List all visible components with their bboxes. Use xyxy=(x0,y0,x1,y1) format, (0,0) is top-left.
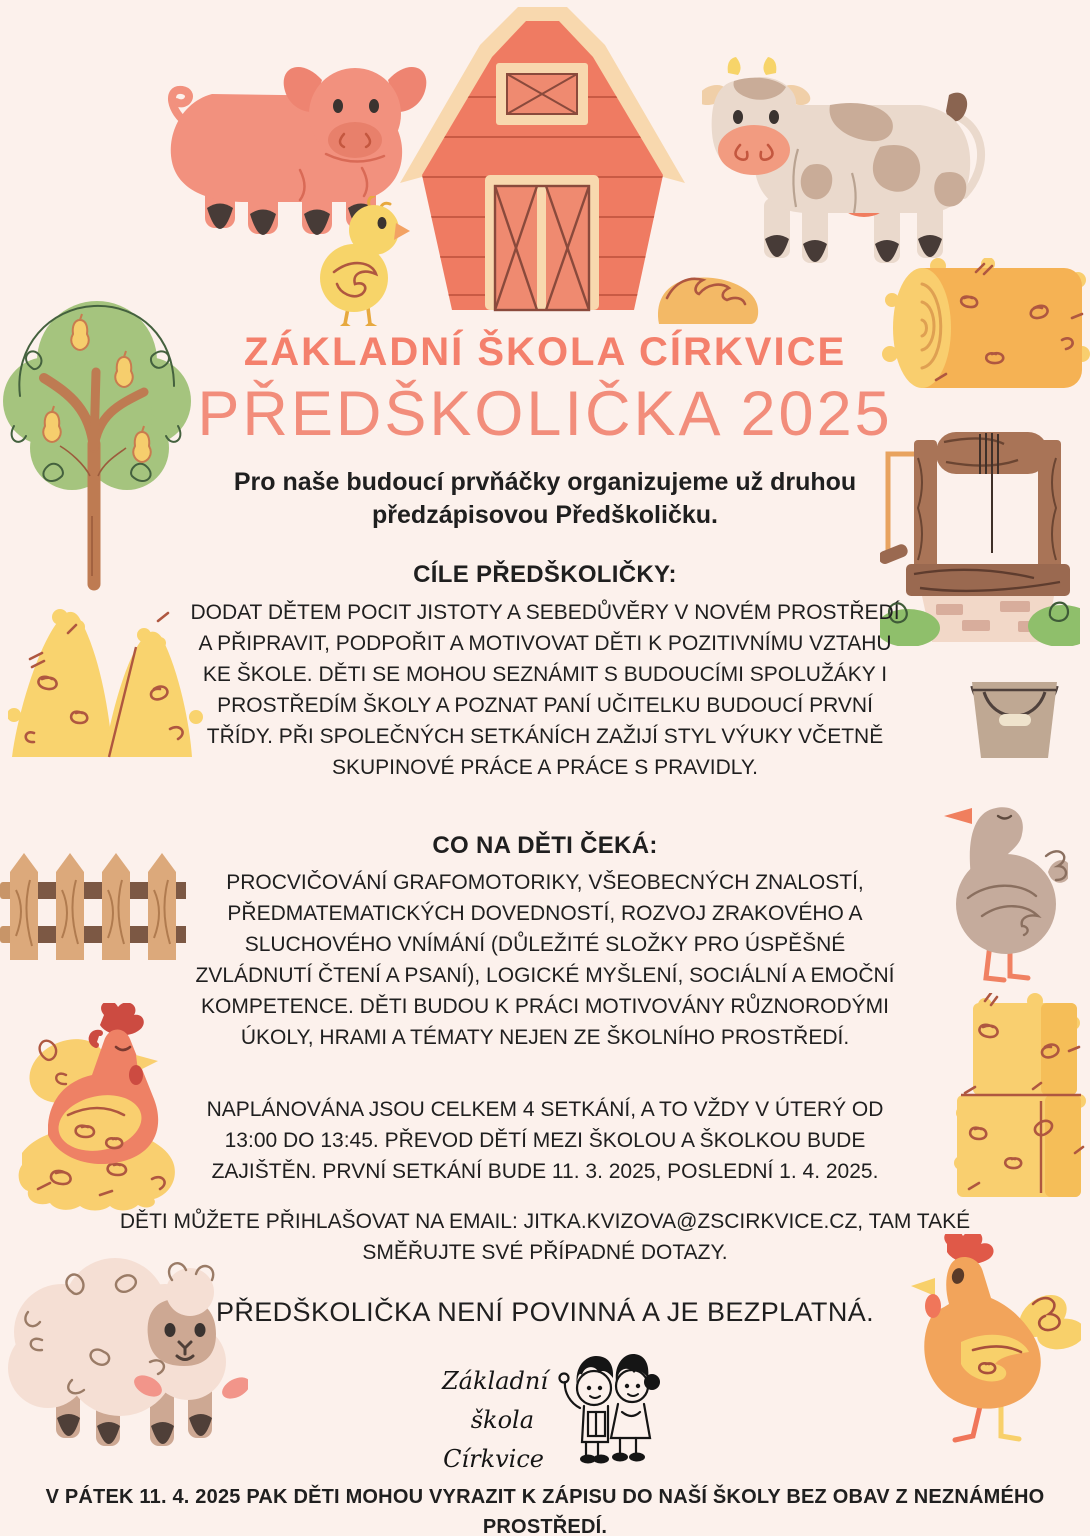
schedule-paragraph: NAPLÁNOVÁNA JSOU CELKEM 4 SETKÁNÍ, A TO VŽDY V ÚTERÝ OD 13:00 DO 13:45. PŘEVOD DĚTÍ MEZI ŠKOLOU A ŠKOLKOU BUDE ZAJIŠTĚN. PRVNÍ SETKÁNÍ BUDE 11. 3. 2025, POSLEDNÍ 1. 4. 2025. xyxy=(206,1098,884,1183)
barn-illustration xyxy=(400,5,685,320)
bucket-illustration xyxy=(962,666,1067,760)
bread-loaf-illustration xyxy=(655,270,760,326)
sheep-illustration xyxy=(0,1240,248,1455)
note-paragraph: PŘEDŠKOLIČKA NENÍ POVINNÁ A JE BEZPLATNÁ. xyxy=(215,1297,875,1327)
activities-heading: CO NA DĚTI ČEKÁ: xyxy=(432,832,658,859)
signup-paragraph: DĚTI MŮŽETE PŘIHLAŠOVAT NA EMAIL: JITKA.KVIZOVA@ZSCIRKVICE.CZ, TAM TAKÉ SMĚŘUJTE SVÉ PŘÍPADNÉ DOTAZY. xyxy=(119,1210,971,1264)
goose-illustration xyxy=(928,786,1068,996)
footer-paragraph: V PÁTEK 11. 4. 2025 PAK DĚTI MOHOU VYRAZIT K ZÁPISU DO NAŠÍ ŠKOLY BEZ OBAV Z NEZNÁMÉHO PROSTŘEDÍ. xyxy=(45,1486,1045,1536)
well-illustration xyxy=(880,428,1080,646)
page-title: PŘEDŠKOLIČKA 2025 xyxy=(197,379,893,449)
logo-line-2: škola xyxy=(470,1406,534,1434)
chick-illustration xyxy=(312,196,410,326)
school-logo-kids-illustration xyxy=(552,1346,670,1474)
haystacks-illustration xyxy=(8,593,203,763)
logo-line-3: Církvice xyxy=(443,1445,544,1473)
intro-paragraph: Pro naše budoucí prvňáčky organizujeme už druhou předzápisovou Předškoličku. xyxy=(233,468,857,529)
school-logo-script xyxy=(428,1362,548,1479)
fence-illustration xyxy=(0,850,186,964)
stacked-hay-bales-illustration xyxy=(945,993,1090,1205)
cow-illustration xyxy=(702,53,994,271)
school-name-title: ZÁKLADNÍ ŠKOLA CÍRKVICE xyxy=(243,330,847,374)
goals-heading: CÍLE PŘEDŠKOLIČKY: xyxy=(413,561,677,588)
goals-paragraph: DODAT DĚTEM POCIT JISTOTY A SEBEDŮVĚRY V NOVÉM PROSTŘEDÍ A PŘIPRAVIT, PODPOŘIT A MOTIVOVAT DĚTI K POZITIVNÍMU VZTAHU KE ŠKOLE. DĚTI SE MOHOU SEZNÁMIT S BUDOUCÍMI SPOLUŽÁKY I PROSTŘEDÍM ŠKOLY A POZNAT PANÍ UČITELKU BUDOUCÍ PRVNÍ TŘÍDY. PŘI SPOLEČNÝCH SETKÁNÍCH ZAŽIJÍ STYL VÝUKY VČETNĚ SKUPINOVÉ PRÁCE A PRÁCE S PRAVIDLY. xyxy=(190,601,900,779)
round-hay-bale-illustration xyxy=(876,258,1090,398)
activities-paragraph: PROCVIČOVÁNÍ GRAFOMOTORIKY, VŠEOBECNÝCH ZNALOSTÍ, PŘEDMATEMATICKÝCH DOVEDNOSTÍ, ROZVOJ ZRAKOVÉHO A SLUCHOVÉHO VNÍMÁNÍ (DŮLEŽITÉ SLOŽKY PRO ÚSPĚŠNÉ ZVLÁDNUTÍ ČTENÍ A PSANÍ), LOGICKÉ MYŠLENÍ, SOCIÁLNÍ A EMOČNÍ KOMPETENCE. DĚTI BUDOU K PRÁCI MOTIVOVÁNY RŮZNORODÝMI ÚKOLY, HRAMI A TÉMATY NEJEN ZE ŠKOLNÍHO PROSTŘEDÍ. xyxy=(195,871,895,1049)
hen-on-nest-illustration xyxy=(8,1003,186,1211)
logo-line-1: Základní xyxy=(441,1367,548,1395)
